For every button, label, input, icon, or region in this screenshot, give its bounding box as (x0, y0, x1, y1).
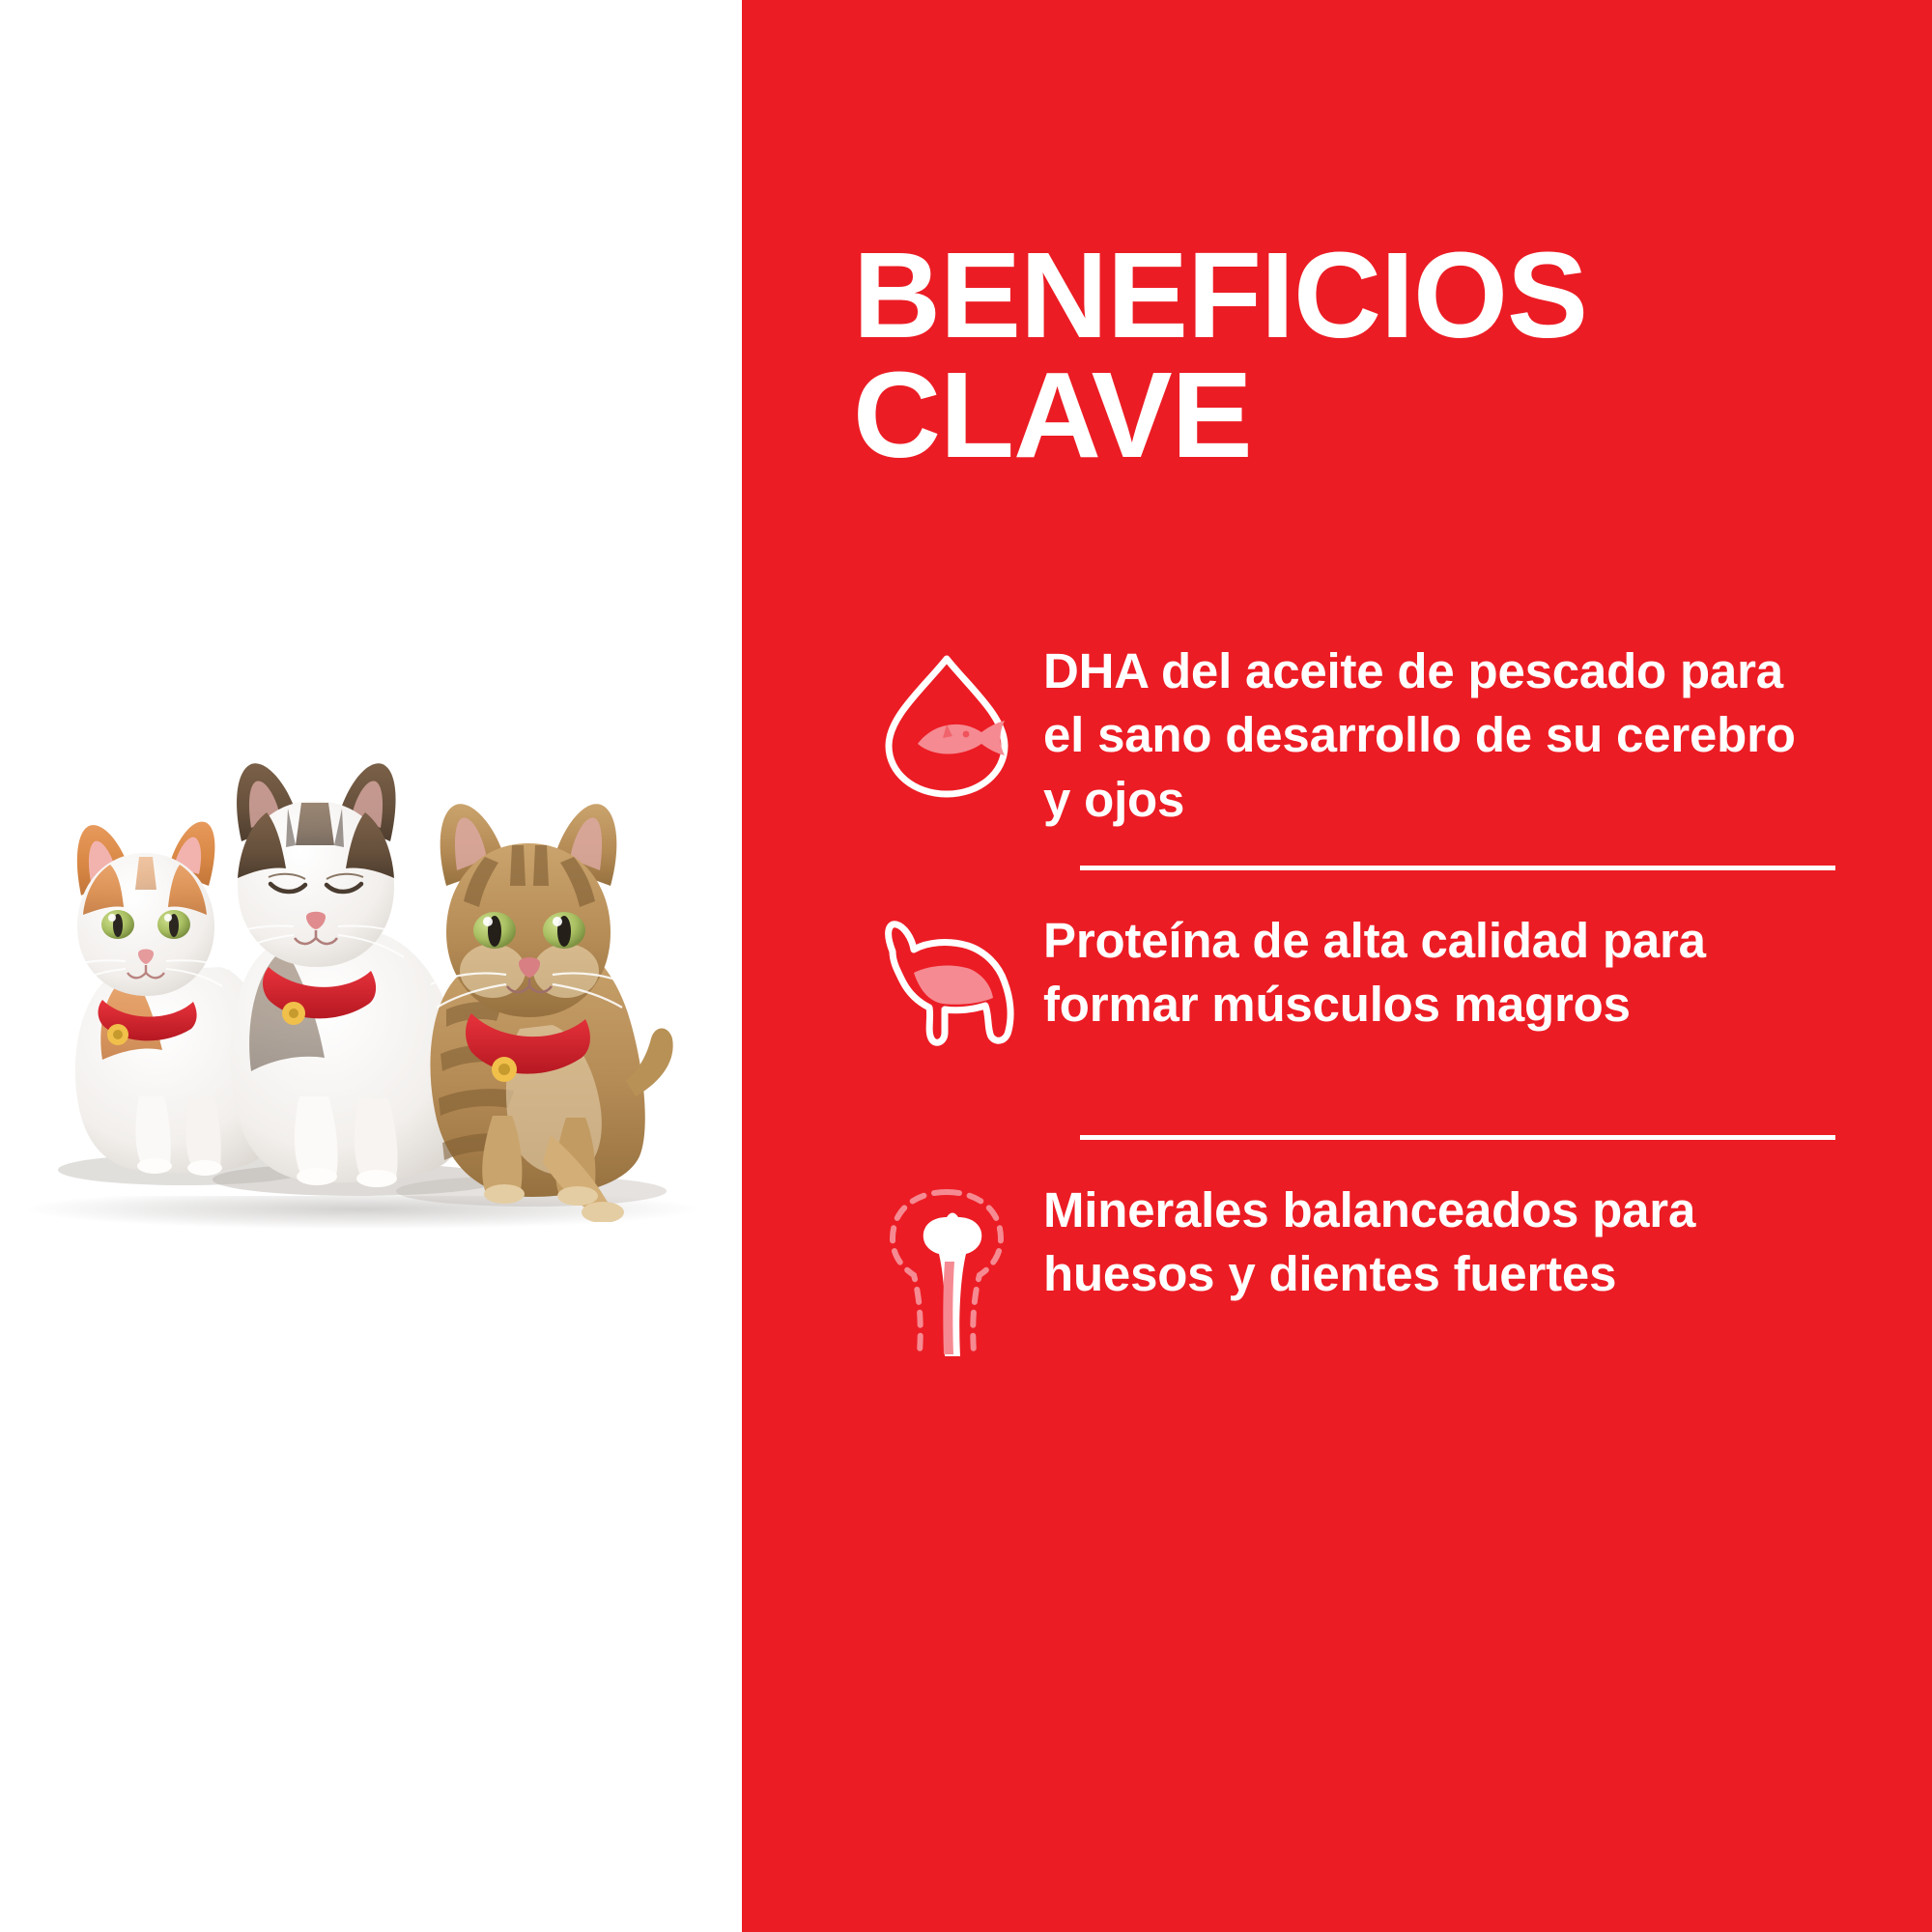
benefit-item-minerals (850, 1177, 1835, 1376)
bone-icon (864, 1182, 1030, 1366)
benefit-icon-slot (850, 907, 1043, 1106)
benefit-item-protein (850, 907, 1835, 1106)
page-title-line-2: CLAVE (853, 346, 1252, 483)
benefits-list (850, 638, 1835, 1376)
benefit-icon-slot (850, 1177, 1043, 1376)
kitten-middle (222, 763, 463, 1187)
benefit-item-dha (850, 638, 1835, 837)
kitten-right (430, 804, 672, 1222)
benefit-text-minerals: Minerales balanceados para huesos y dientes fuertes (1043, 1182, 1696, 1302)
cat-silhouette-icon (860, 913, 1034, 1065)
benefits-panel (742, 0, 1932, 1932)
benefit-divider-1 (1080, 866, 1835, 870)
page-title-line-1: BENEFICIOS (853, 227, 1588, 364)
benefit-icon-slot (850, 638, 1043, 837)
page-title (853, 227, 1877, 483)
benefit-divider-2 (1080, 1135, 1835, 1140)
kittens-photo (10, 681, 724, 1222)
benefit-text-dha: DHA del aceite de pescado para el sano desarrollo de su cerebro y ojos (1043, 643, 1796, 827)
product-photo-panel (0, 0, 742, 1932)
benefit-text-protein: Proteína de alta calidad para formar músculos magros (1043, 913, 1706, 1033)
fish-in-droplet-icon (864, 643, 1030, 810)
